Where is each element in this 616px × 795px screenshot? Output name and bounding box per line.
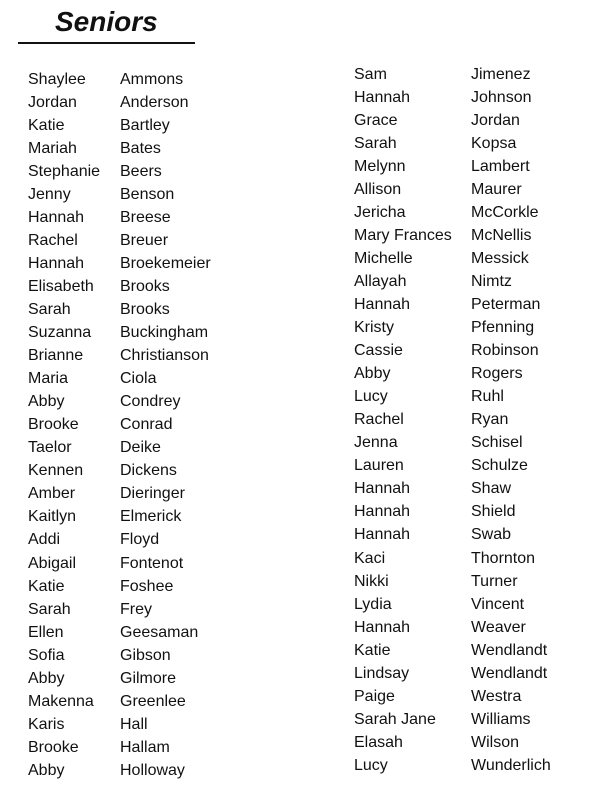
name-row [354, 178, 551, 201]
first-name: Sarah [28, 600, 71, 618]
name-row [354, 547, 551, 570]
last-name: Wilson [471, 733, 520, 751]
last-name: Hallam [120, 738, 170, 756]
name-row [354, 524, 551, 547]
name-row [354, 501, 551, 524]
first-name: Elisabeth [28, 277, 94, 295]
name-row [28, 460, 211, 483]
name-row [28, 713, 211, 736]
last-name: Wunderlich [471, 756, 551, 774]
first-name: Allayah [354, 272, 407, 290]
name-row [354, 478, 551, 501]
last-name: Wendlandt [471, 641, 548, 659]
last-name: Deike [120, 439, 161, 457]
last-name: Ryan [471, 411, 509, 429]
first-name: Sarah [28, 300, 71, 318]
name-row [354, 616, 551, 639]
name-row [354, 570, 551, 593]
name-row [354, 685, 551, 708]
last-name: Bartley [120, 116, 170, 134]
name-row [354, 224, 551, 247]
first-name: Brianne [28, 347, 84, 365]
last-name: Johnson [471, 88, 532, 106]
first-name: Hannah [354, 88, 411, 106]
name-row [28, 183, 211, 206]
last-name: Ruhl [471, 388, 504, 406]
right-name-column [354, 63, 551, 777]
first-name: Allison [354, 180, 402, 198]
name-row [354, 109, 551, 132]
last-name: Weaver [471, 618, 526, 636]
first-name: Lucy [354, 388, 388, 406]
name-row [28, 667, 211, 690]
name-row [354, 639, 551, 662]
last-name: Beers [120, 162, 162, 180]
last-name: Rogers [471, 365, 523, 383]
first-name: Jenny [28, 185, 71, 203]
name-row [28, 275, 211, 298]
last-name: Ciola [120, 370, 157, 388]
last-name: Brooks [120, 300, 170, 318]
name-row [354, 363, 551, 386]
first-name: Elasah [354, 733, 403, 751]
first-name: Rachel [354, 411, 404, 429]
name-row [28, 252, 211, 275]
first-name: Hannah [354, 480, 411, 498]
name-row [28, 91, 211, 114]
last-name: Ammons [120, 70, 184, 88]
last-name: Broekemeier [120, 254, 211, 272]
first-name: Jenna [354, 434, 398, 452]
last-name: Thornton [471, 549, 536, 567]
name-row [28, 736, 211, 759]
name-row [354, 63, 551, 86]
name-row [354, 293, 551, 316]
last-name: Conrad [120, 416, 173, 434]
name-row [28, 414, 211, 437]
last-name: Geesaman [120, 623, 199, 641]
last-name: Bates [120, 139, 161, 157]
first-name: Grace [354, 111, 398, 129]
left-name-column [28, 68, 211, 782]
last-name: Westra [471, 687, 522, 705]
first-name: Katie [28, 116, 65, 134]
first-name: Cassie [354, 342, 403, 360]
first-name: Lucy [354, 756, 388, 774]
last-name: Breese [120, 208, 171, 226]
last-name: Jordan [471, 111, 520, 129]
last-name: Dickens [120, 462, 177, 480]
name-row [28, 552, 211, 575]
name-row [28, 137, 211, 160]
name-row [28, 506, 211, 529]
last-name: Shaw [471, 480, 512, 498]
name-row [354, 432, 551, 455]
name-row [354, 86, 551, 109]
first-name: Lindsay [354, 664, 410, 682]
name-row [354, 132, 551, 155]
first-name: Kaci [354, 549, 386, 567]
name-row [28, 759, 211, 782]
name-row [354, 731, 551, 754]
title-underline [18, 42, 195, 44]
first-name: Katie [354, 641, 391, 659]
name-row [354, 247, 551, 270]
first-name: Ellen [28, 623, 64, 641]
last-name: Brooks [120, 277, 170, 295]
first-name: Hannah [354, 618, 411, 636]
last-name: Foshee [120, 577, 174, 595]
first-name: Jordan [28, 93, 77, 111]
name-row [28, 206, 211, 229]
name-row [354, 754, 551, 777]
last-name: Benson [120, 185, 175, 203]
page-title: Seniors [55, 6, 158, 37]
first-name: Brooke [28, 738, 79, 756]
name-row [28, 575, 211, 598]
first-name: Hannah [28, 208, 85, 226]
name-row [354, 593, 551, 616]
last-name: Hall [120, 715, 148, 733]
name-row [354, 386, 551, 409]
first-name: Stephanie [28, 162, 101, 180]
first-name: Katie [28, 577, 65, 595]
name-row [354, 201, 551, 224]
first-name: Sam [354, 65, 387, 83]
name-row [28, 229, 211, 252]
name-row [28, 437, 211, 460]
first-name: Abigail [28, 554, 77, 572]
name-row [354, 662, 551, 685]
last-name: Christianson [120, 347, 209, 365]
last-name: Lambert [471, 157, 530, 175]
first-name: Makenna [28, 692, 94, 710]
last-name: Floyd [120, 531, 160, 549]
last-name: Shield [471, 503, 516, 521]
last-name: Kopsa [471, 134, 517, 152]
first-name: Shaylee [28, 70, 86, 88]
first-name: Jericha [354, 203, 406, 221]
first-name: Sarah [354, 134, 397, 152]
last-name: Swab [471, 526, 512, 544]
last-name: Jimenez [471, 65, 531, 83]
first-name: Amber [28, 485, 76, 503]
first-name: Lauren [354, 457, 404, 475]
last-name: Schulze [471, 457, 528, 475]
first-name: Michelle [354, 249, 413, 267]
first-name: Suzanna [28, 324, 92, 342]
last-name: Wendlandt [471, 664, 548, 682]
first-name: Rachel [28, 231, 78, 249]
first-name: Kaitlyn [28, 508, 77, 526]
last-name: McCorkle [471, 203, 539, 221]
first-name: Mariah [28, 139, 77, 157]
name-row [354, 708, 551, 731]
first-name: Paige [354, 687, 395, 705]
name-row [28, 160, 211, 183]
last-name: Pfenning [471, 319, 535, 337]
first-name: Kennen [28, 462, 84, 480]
first-name: Maria [28, 370, 69, 388]
last-name: Condrey [120, 393, 181, 411]
first-name: Hannah [354, 526, 411, 544]
first-name: Karis [28, 715, 65, 733]
first-name: Sofia [28, 646, 65, 664]
first-name: Abby [28, 761, 65, 779]
name-row [354, 409, 551, 432]
last-name: Holloway [120, 761, 185, 779]
name-row [28, 483, 211, 506]
first-name: Kristy [354, 319, 394, 337]
first-name: Lydia [354, 595, 392, 613]
last-name: Gilmore [120, 669, 177, 687]
last-name: McNellis [471, 226, 532, 244]
first-name: Mary Frances [354, 226, 452, 244]
first-name: Hannah [354, 503, 411, 521]
first-name: Abby [28, 393, 65, 411]
last-name: Robinson [471, 342, 539, 360]
last-name: Buckingham [120, 324, 209, 342]
first-name: Abby [354, 365, 391, 383]
name-row [28, 391, 211, 414]
last-name: Vincent [471, 595, 525, 613]
name-row [28, 114, 211, 137]
last-name: Fontenot [120, 554, 184, 572]
name-row [354, 317, 551, 340]
name-row [28, 68, 211, 91]
first-name: Brooke [28, 416, 79, 434]
first-name: Abby [28, 669, 65, 687]
last-name: Peterman [471, 295, 541, 313]
name-row [28, 529, 211, 552]
last-name: Gibson [120, 646, 171, 664]
name-row [354, 270, 551, 293]
name-row [354, 455, 551, 478]
name-row [28, 690, 211, 713]
name-row [28, 345, 211, 368]
last-name: Messick [471, 249, 529, 267]
last-name: Dieringer [120, 485, 185, 503]
last-name: Nimtz [471, 272, 512, 290]
last-name: Williams [471, 710, 531, 728]
last-name: Frey [120, 600, 152, 618]
first-name: Addi [28, 531, 61, 549]
last-name: Schisel [471, 434, 523, 452]
name-row [28, 368, 211, 391]
name-row [28, 644, 211, 667]
last-name: Elmerick [120, 508, 182, 526]
name-row [28, 598, 211, 621]
name-row [354, 155, 551, 178]
name-row [354, 340, 551, 363]
first-name: Melynn [354, 157, 406, 175]
first-name: Hannah [28, 254, 85, 272]
first-name: Hannah [354, 295, 411, 313]
last-name: Anderson [120, 93, 189, 111]
first-name: Nikki [354, 572, 389, 590]
name-row [28, 298, 211, 321]
name-row [28, 322, 211, 345]
last-name: Maurer [471, 180, 522, 198]
first-name: Sarah Jane [354, 710, 436, 728]
last-name: Breuer [120, 231, 169, 249]
name-row [28, 621, 211, 644]
first-name: Taelor [28, 439, 72, 457]
last-name: Turner [471, 572, 518, 590]
last-name: Greenlee [120, 692, 186, 710]
